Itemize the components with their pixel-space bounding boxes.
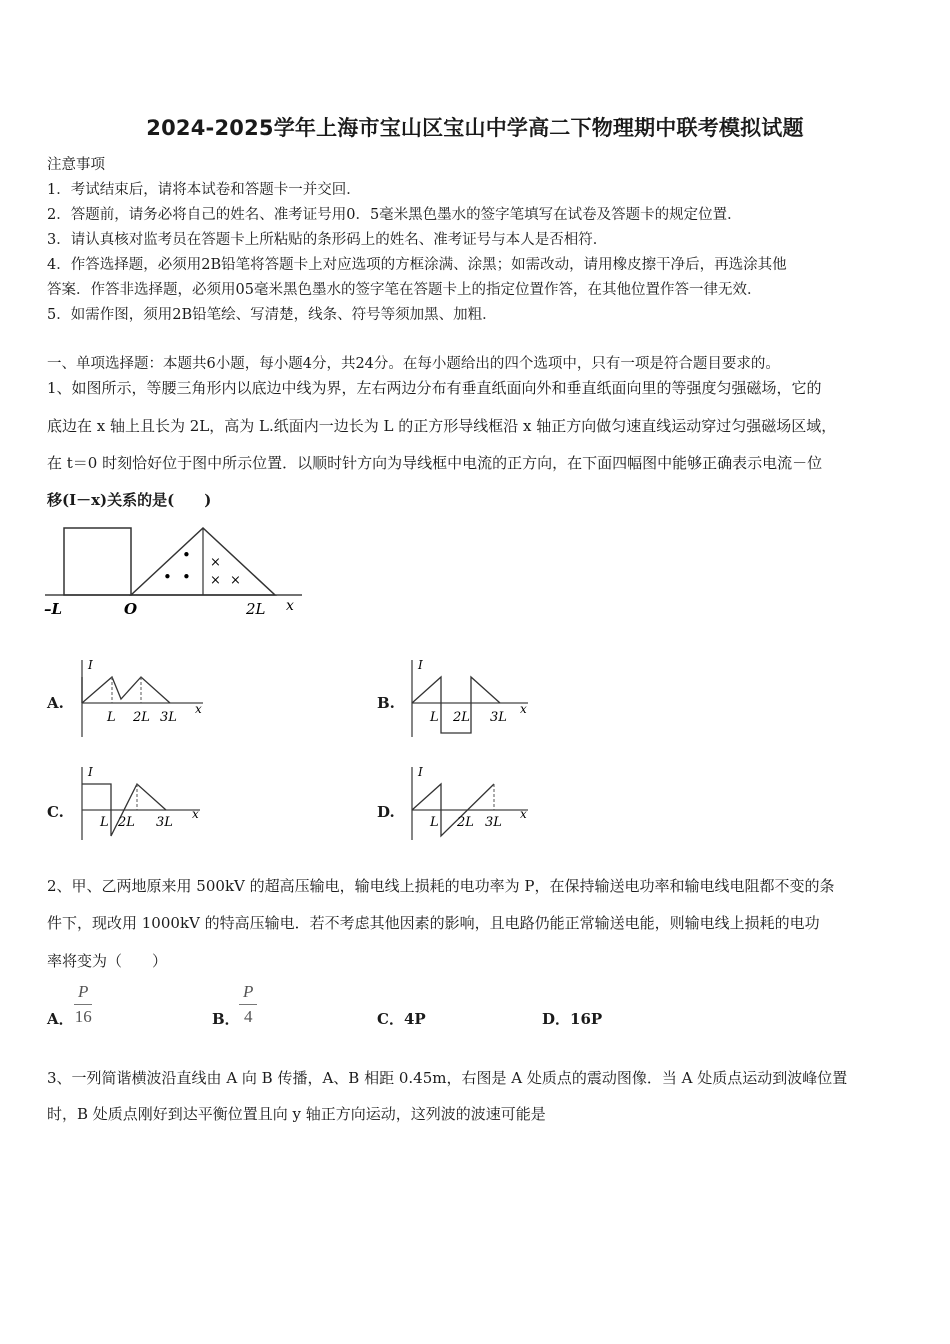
tick-label: 3L [160,710,177,725]
fraction-bar [74,1004,92,1005]
notice-heading: 注意事项 [47,157,105,173]
fraction-numerator: P [78,982,89,1001]
label-x: x [286,598,294,614]
fraction-denominator: 4 [243,1007,253,1026]
axis-label-i: I [88,658,93,672]
q1-text: 在 t＝0 时刻恰好位于图中所示位置．以顺时针方向为导线框中电流的正方向，在下面四幅图中能够正确表示电流－位 [47,454,823,472]
cross-symbol: × [210,573,221,588]
q1-option-d[interactable]: D. [377,803,395,821]
q1-option-a[interactable]: A. [47,694,64,712]
axis-label-i: I [418,658,423,672]
tick-label: L [430,710,439,725]
q2-text: 率将变为（ ） [47,952,168,970]
q2-text: 件下，现改用 1000kV 的特高压输电．若不考虑其他因素的影响，且电路仍能正常输送电能，则输电线上损耗的电功 [47,914,820,932]
tick-label: 2L [118,815,135,830]
q3-text: 时，B 处质点刚好到达平衡位置且向 y 轴正方向运动，这列波的波速可能是 [47,1105,546,1123]
q1-option-a-graph [70,655,210,740]
label-origin: O [124,600,138,618]
notice-item: 5．如需作图，须用2B铅笔绘、写清楚，线条、符号等须加黑、加粗． [47,307,497,323]
q1-field-figure [40,520,310,625]
q2-option-b[interactable]: B． [212,1010,240,1028]
q2-option-b-fraction [239,982,257,1027]
q1-option-d-graph [400,762,540,842]
tick-label: 3L [490,710,507,725]
option-value: 4P [403,1010,426,1028]
q2-text: 2、甲、乙两地原来用 500kV 的超高压输电，输电线上损耗的电功率为 P，在保持输送电功率和输电线电阻都不变的条 [47,877,835,895]
notice-item: 1．考试结束后，请将本试卷和答题卡一并交回． [47,182,361,198]
current-curve [82,677,170,703]
label-2l: 2L [246,600,266,618]
axis-label-x: x [195,702,202,716]
tick-label: 2L [133,710,150,725]
square-loop [64,528,131,595]
cross-symbol: × [210,555,221,570]
q3-text: 3、一列简谐横波沿直线由 A 向 B 传播，A、B 相距 0.45m，右图是 A 处质点的震动图像．当 A 处质点运动到波峰位置 [47,1069,848,1087]
notice-item: 3．请认真核对监考员在答题卡上所粘贴的条形码上的姓名、准考证号与本人是否相符． [47,232,608,248]
tick-label: L [430,815,439,830]
fraction-bar [239,1004,257,1005]
q1-text: 移(I－x)关系的是( ) [47,491,212,509]
page-title: 2024-2025学年上海市宝山区宝山中学高二下物理期中联考模拟试题 [146,116,804,140]
tick-label: 3L [156,815,173,830]
option-label: D． [542,1010,571,1028]
q2-option-d[interactable] [542,1008,602,1029]
section-heading: 一、单项选择题：本题共6小题，每小题4分，共24分。在每小题给出的四个选项中，只有一项是符合题目要求的。 [47,356,780,372]
q2-option-a-fraction [74,982,92,1027]
notice-item: 4．作答选择题，必须用2B铅笔将答题卡上对应选项的方框涂满、涂黑；如需改动，请用橡皮擦干净后，再选涂其他 [47,257,787,273]
q1-text: 1、如图所示，等腰三角形内以底边中线为界，左右两边分布有垂直纸面向外和垂直纸面向里的等强度匀强磁场，它的 [47,379,822,397]
dot-symbol: • [182,568,191,586]
tick-label: 2L [457,815,474,830]
axis-label-x: x [520,807,527,821]
q1-option-b-graph [400,655,540,740]
q1-text: 底边在 x 轴上且长为 2L，高为 L.纸面内一边长为 L 的正方形导线框沿 x 轴正方向做匀速直线运动穿过匀强磁场区域， [47,417,837,435]
axis-label-i: I [88,765,93,779]
axis-label-i: I [418,765,423,779]
fraction-denominator: 16 [74,1007,92,1026]
tick-label: 2L [453,710,470,725]
tick-label: 3L [485,815,502,830]
option-label: C． [377,1010,404,1028]
fraction-numerator: P [243,982,254,1001]
dot-symbol: • [163,568,172,586]
tick-label: L [100,815,109,830]
label-neg-l: –L [44,600,63,618]
tick-label: L [107,710,116,725]
q1-option-c-graph [70,762,210,842]
dot-symbol: • [182,546,191,564]
cross-symbol: × [230,573,241,588]
axis-label-x: x [192,807,199,821]
q2-option-a[interactable]: A． [47,1010,74,1028]
option-value: 16P [570,1010,603,1028]
notice-item: 答案．作答非选择题，必须用05毫米黑色墨水的签字笔在答题卡上的指定位置作答，在其他位置作答一律无效． [47,282,762,298]
axis-label-x: x [520,702,527,716]
notice-item: 2．答题前，请务必将自己的姓名、准考证号用0．5毫米黑色墨水的签字笔填写在试卷及答题卡的规定位置． [47,207,742,223]
q1-option-c[interactable]: C. [47,803,64,821]
q2-option-c[interactable] [377,1008,426,1029]
q1-option-b[interactable]: B. [377,694,395,712]
